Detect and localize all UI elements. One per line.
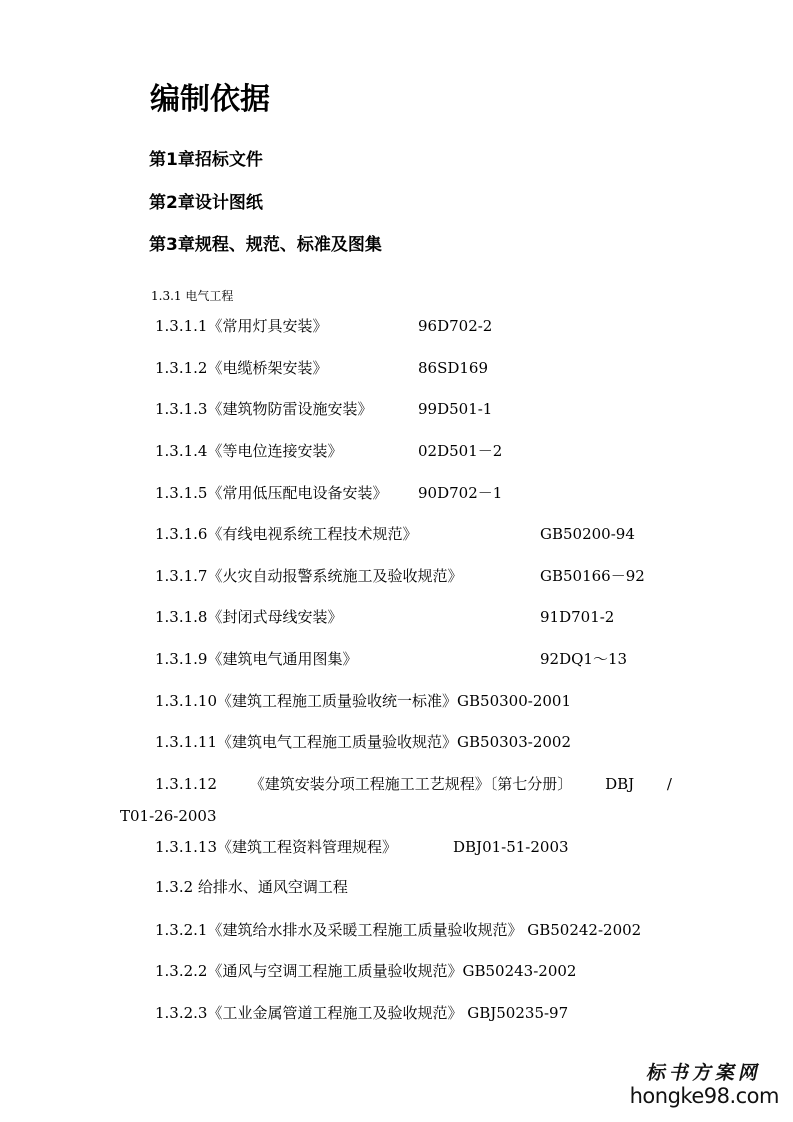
list-item-code: 90D702－1 — [418, 484, 503, 502]
watermark-domain: hongke98.com — [629, 1084, 779, 1108]
list-item-name: 1.3.1.3《建筑物防雷设施安装》 — [155, 400, 373, 418]
list-item-code: 91D701-2 — [540, 608, 615, 626]
list-item-name: 1.3.2.3《工业金属管道工程施工及验收规范》 GBJ50235-97 — [155, 1004, 569, 1022]
list-item-code: DBJ01-51-2003 — [453, 838, 569, 856]
chapter-3-heading: 第3章规程、规范、标准及图集 — [149, 235, 382, 255]
list-item-name: 《建筑安装分项工程施工工艺规程》〔第七分册〕 — [249, 775, 573, 793]
list-item-number: 1.3.1.12 — [155, 775, 218, 793]
document-title: 编制依据 — [150, 82, 270, 117]
list-item-code: DBJ — [605, 775, 635, 793]
list-item-name: 1.3.1.1《常用灯具安装》 — [155, 317, 328, 335]
list-item-justified-line — [155, 774, 672, 794]
list-item-code: GB50200-94 — [540, 525, 635, 543]
list-item-name: 1.3.1.7《火灾自动报警系统施工及验收规范》 — [155, 567, 463, 585]
watermark-site-name: 标书方案网 — [644, 1062, 765, 1084]
list-item-code-separator: / — [666, 775, 672, 793]
list-item-code: 02D501－2 — [418, 442, 503, 460]
list-item-name: 1.3.1.8《封闭式母线安装》 — [155, 608, 343, 626]
list-item-name: 1.3.1.9《建筑电气通用图集》 — [155, 650, 358, 668]
subsection-electrical: 1.3.1 电气工程 — [151, 289, 234, 303]
site-watermark — [630, 1062, 779, 1108]
list-item-name: 1.3.1.2《电缆桥架安装》 — [155, 359, 328, 377]
list-item-name: 1.3.1.6《有线电视系统工程技术规范》 — [155, 525, 418, 543]
list-item-name: 1.3.1.5《常用低压配电设备安装》 — [155, 484, 388, 502]
list-item-code: 96D702-2 — [418, 317, 493, 335]
list-item-continuation: T01-26-2003 — [120, 807, 217, 825]
list-item-name: 1.3.2.1《建筑给水排水及采暖工程施工质量验收规范》 GB50242-2002 — [155, 921, 642, 939]
list-item-name: 1.3.2.2《通风与空调工程施工质量验收规范》GB50243-2002 — [155, 962, 577, 980]
list-item-name: 1.3.1.4《等电位连接安装》 — [155, 442, 343, 460]
chapter-2-heading: 第2章设计图纸 — [149, 193, 263, 213]
chapter-1-heading: 第1章招标文件 — [149, 150, 263, 170]
list-item-name: 1.3.1.10《建筑工程施工质量验收统一标准》GB50300-2001 — [155, 692, 571, 710]
list-item-code: GB50166－92 — [540, 567, 645, 585]
list-item-code: 86SD169 — [418, 359, 489, 377]
list-item-code: 92DQ1～13 — [540, 650, 628, 668]
list-item-name: 1.3.1.13《建筑工程资料管理规程》 — [155, 838, 398, 856]
list-item-code: 99D501-1 — [418, 400, 493, 418]
list-item-name: 1.3.1.11《建筑电气工程施工质量验收规范》GB50303-2002 — [155, 733, 571, 751]
subsection-plumbing: 1.3.2 给排水、通风空调工程 — [155, 878, 348, 896]
